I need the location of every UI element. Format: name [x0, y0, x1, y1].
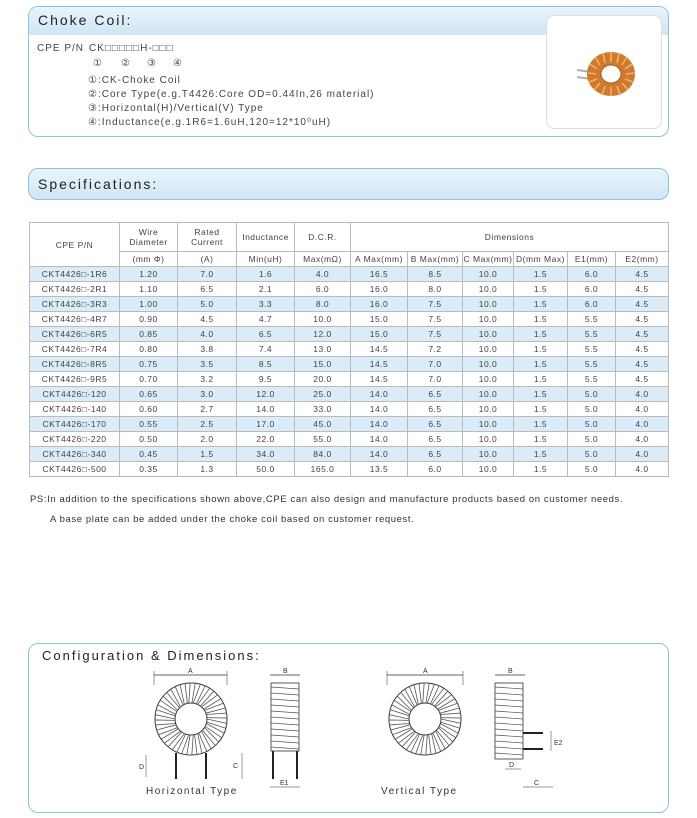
table-cell: 14.0: [351, 447, 408, 462]
table-cell: 7.4: [237, 342, 295, 357]
table-cell: 12.0: [295, 327, 351, 342]
table-cell: 6.0: [568, 282, 616, 297]
table-cell: 4.5: [616, 312, 669, 327]
col-wire-diameter: Wire Diameter: [120, 223, 178, 252]
vertical-type-drawing: [375, 665, 575, 795]
unit-cell: C Max(mm): [463, 252, 514, 267]
table-cell: 0.35: [120, 462, 178, 477]
table-cell: 0.60: [120, 402, 178, 417]
table-cell: 16.0: [351, 297, 408, 312]
table-cell: 20.0: [295, 372, 351, 387]
table-row: [30, 387, 669, 402]
table-cell: 5.5: [568, 357, 616, 372]
table-row: [30, 447, 669, 462]
table-cell: 14.0: [351, 402, 408, 417]
table-row: [30, 417, 669, 432]
table-cell: 4.0: [295, 267, 351, 282]
table-cell: 10.0: [463, 372, 514, 387]
table-row: [30, 267, 669, 282]
table-row: [30, 372, 669, 387]
table-cell: 2.0: [178, 432, 237, 447]
table-cell: 10.0: [463, 282, 514, 297]
note-line-2: ②:Core Type(e.g.T4426:Core OD=0.44In,26 material): [88, 89, 375, 100]
table-row: [30, 402, 669, 417]
table-cell: 7.0: [178, 267, 237, 282]
table-cell: 1.5: [514, 402, 568, 417]
table-cell: 7.0: [408, 357, 463, 372]
col-cpe-pn: CPE P/N: [30, 223, 120, 267]
table-cell: 55.0: [295, 432, 351, 447]
table-cell: 14.0: [237, 402, 295, 417]
specifications-title: Specifications:: [38, 176, 159, 192]
table-cell: 1.5: [514, 282, 568, 297]
table-cell: 5.0: [568, 417, 616, 432]
table-cell: 13.5: [351, 462, 408, 477]
table-cell: 9.5: [237, 372, 295, 387]
table-cell: 5.0: [178, 297, 237, 312]
table-cell: 25.0: [295, 387, 351, 402]
units-row: [30, 252, 669, 267]
table-cell: 4.0: [616, 417, 669, 432]
part-number-cell: CKT4426□-8R5: [30, 357, 120, 372]
table-cell: 0.55: [120, 417, 178, 432]
part-number-cell: CKT4426□-170: [30, 417, 120, 432]
ps-note-line-1: PS:In addition to the specifications shown above,CPE can also design and manufacture products based on customer needs.: [30, 494, 624, 505]
col-rated-current: Rated Current: [178, 223, 237, 252]
unit-cell: Max(mΩ): [295, 252, 351, 267]
table-cell: 0.50: [120, 432, 178, 447]
table-cell: 1.5: [178, 447, 237, 462]
table-cell: 1.5: [514, 387, 568, 402]
table-row: [30, 312, 669, 327]
table-cell: 7.5: [408, 312, 463, 327]
table-row: [30, 342, 669, 357]
horizontal-type-caption: Horizontal Type: [146, 786, 238, 797]
table-cell: 4.0: [616, 402, 669, 417]
part-number-cell: CKT4426□-6R5: [30, 327, 120, 342]
table-cell: 3.3: [237, 297, 295, 312]
table-cell: 6.0: [568, 267, 616, 282]
table-cell: 14.0: [351, 432, 408, 447]
table-cell: 5.0: [568, 462, 616, 477]
table-cell: 5.5: [568, 372, 616, 387]
choke-coil-title: Choke Coil:: [38, 12, 133, 28]
note-line-1: ①:CK-Choke Coil: [88, 75, 181, 86]
table-cell: 4.5: [616, 357, 669, 372]
spec-table: [29, 222, 669, 477]
table-cell: 3.0: [178, 387, 237, 402]
table-cell: 7.2: [408, 342, 463, 357]
table-cell: 10.0: [463, 297, 514, 312]
table-cell: 10.0: [463, 267, 514, 282]
table-cell: 14.0: [351, 417, 408, 432]
table-cell: 13.0: [295, 342, 351, 357]
table-cell: 15.0: [351, 327, 408, 342]
table-cell: 4.5: [616, 297, 669, 312]
table-cell: 7.0: [408, 372, 463, 387]
col-inductance: Inductance: [237, 223, 295, 252]
table-cell: 0.90: [120, 312, 178, 327]
part-number-cell: CKT4426□-220: [30, 432, 120, 447]
note-line-4: ④:Inductance(e.g.1R6=1.6uH,120=12*10⁰uH): [88, 117, 332, 128]
table-cell: 4.5: [616, 267, 669, 282]
table-cell: 1.00: [120, 297, 178, 312]
table-cell: 4.0: [616, 387, 669, 402]
table-cell: 14.5: [351, 372, 408, 387]
table-cell: 10.0: [463, 462, 514, 477]
spec-table-body: [30, 267, 669, 477]
unit-cell: Min(uH): [237, 252, 295, 267]
table-cell: 17.0: [237, 417, 295, 432]
table-cell: 1.5: [514, 447, 568, 462]
table-cell: 10.0: [463, 387, 514, 402]
table-cell: 8.0: [295, 297, 351, 312]
part-number-cell: CKT4426□-7R4: [30, 342, 120, 357]
part-number-cell: CKT4426□-4R7: [30, 312, 120, 327]
table-cell: 10.0: [463, 357, 514, 372]
table-cell: 2.5: [178, 417, 237, 432]
table-cell: 50.0: [237, 462, 295, 477]
table-cell: 8.5: [408, 267, 463, 282]
part-number-cell: CKT4426□-140: [30, 402, 120, 417]
table-cell: 5.5: [568, 342, 616, 357]
table-cell: 5.0: [568, 447, 616, 462]
label-a-vertical: A: [423, 668, 428, 675]
table-cell: 6.0: [295, 282, 351, 297]
table-cell: 4.0: [616, 447, 669, 462]
table-cell: 22.0: [237, 432, 295, 447]
label-e1: E1: [280, 780, 289, 787]
table-cell: 15.0: [351, 312, 408, 327]
table-cell: 3.2: [178, 372, 237, 387]
table-cell: 4.0: [616, 432, 669, 447]
table-cell: 16.0: [351, 282, 408, 297]
label-c-horizontal: C: [233, 763, 239, 770]
table-cell: 1.5: [514, 327, 568, 342]
pn-circle-4: ④: [173, 58, 182, 69]
table-cell: 16.5: [351, 267, 408, 282]
col-dcr: D.C.R.: [295, 223, 351, 252]
table-cell: 0.65: [120, 387, 178, 402]
label-d-horizontal: D: [139, 764, 145, 771]
table-cell: 33.0: [295, 402, 351, 417]
table-cell: 10.0: [463, 402, 514, 417]
table-cell: 45.0: [295, 417, 351, 432]
label-a-horizontal: A: [188, 668, 193, 675]
table-row: [30, 462, 669, 477]
unit-cell: D(mm Max): [514, 252, 568, 267]
table-cell: 1.5: [514, 357, 568, 372]
unit-cell: E1(mm): [568, 252, 616, 267]
table-cell: 0.75: [120, 357, 178, 372]
configuration-title: Configuration & Dimensions:: [42, 648, 261, 663]
table-cell: 1.5: [514, 267, 568, 282]
table-cell: 1.10: [120, 282, 178, 297]
part-number-cell: CKT4426□-120: [30, 387, 120, 402]
table-cell: 7.5: [408, 327, 463, 342]
part-number-cell: CKT4426□-1R6: [30, 267, 120, 282]
table-cell: 5.0: [568, 402, 616, 417]
table-cell: 4.0: [616, 462, 669, 477]
label-b-horizontal: B: [283, 668, 288, 675]
pn-format: CK□□□□□H-□□□: [89, 43, 174, 54]
unit-cell: E2(mm): [616, 252, 669, 267]
table-row: [30, 282, 669, 297]
col-dimensions: Dimensions: [351, 223, 669, 252]
table-cell: 5.5: [568, 327, 616, 342]
table-cell: 6.5: [178, 282, 237, 297]
table-cell: 10.0: [463, 432, 514, 447]
table-cell: 1.5: [514, 372, 568, 387]
table-cell: 7.5: [408, 297, 463, 312]
table-cell: 34.0: [237, 447, 295, 462]
table-cell: 4.7: [237, 312, 295, 327]
pn-label: CPE P/N: [37, 43, 85, 54]
table-cell: 2.1: [237, 282, 295, 297]
pn-circle-1: ①: [93, 58, 102, 69]
table-cell: 6.0: [408, 462, 463, 477]
table-cell: 6.5: [408, 432, 463, 447]
note-line-3: ③:Horizontal(H)/Vertical(V) Type: [88, 103, 264, 114]
pn-circle-3: ③: [147, 58, 156, 69]
table-row: [30, 327, 669, 342]
table-cell: 8.5: [237, 357, 295, 372]
table-row: [30, 357, 669, 372]
table-cell: 4.5: [616, 342, 669, 357]
part-number-cell: CKT4426□-500: [30, 462, 120, 477]
table-cell: 10.0: [463, 342, 514, 357]
table-cell: 5.0: [568, 387, 616, 402]
table-cell: 14.5: [351, 342, 408, 357]
table-cell: 0.85: [120, 327, 178, 342]
table-cell: 1.5: [514, 432, 568, 447]
table-cell: 3.5: [178, 357, 237, 372]
table-cell: 6.5: [408, 447, 463, 462]
label-d-vertical: D: [509, 762, 515, 769]
table-cell: 1.6: [237, 267, 295, 282]
table-cell: 10.0: [463, 417, 514, 432]
part-number-cell: CKT4426□-2R1: [30, 282, 120, 297]
table-cell: 4.5: [616, 282, 669, 297]
table-row: [30, 432, 669, 447]
table-cell: 0.70: [120, 372, 178, 387]
table-cell: 8.0: [408, 282, 463, 297]
table-cell: 6.5: [408, 417, 463, 432]
part-number-cell: CKT4426□-340: [30, 447, 120, 462]
table-cell: 5.0: [568, 432, 616, 447]
label-e2: E2: [554, 740, 563, 747]
table-cell: 6.5: [408, 402, 463, 417]
horizontal-type-drawing: [130, 665, 330, 790]
table-cell: 0.45: [120, 447, 178, 462]
part-number-cell: CKT4426□-9R5: [30, 372, 120, 387]
table-cell: 10.0: [463, 447, 514, 462]
table-cell: 14.0: [351, 387, 408, 402]
table-cell: 12.0: [237, 387, 295, 402]
table-cell: 165.0: [295, 462, 351, 477]
table-cell: 1.5: [514, 417, 568, 432]
table-cell: 1.5: [514, 342, 568, 357]
pn-circle-2: ②: [121, 58, 130, 69]
table-cell: 10.0: [463, 327, 514, 342]
part-number-cell: CKT4426□-3R3: [30, 297, 120, 312]
table-cell: 4.5: [616, 327, 669, 342]
table-cell: 6.5: [237, 327, 295, 342]
table-cell: 3.8: [178, 342, 237, 357]
table-cell: 84.0: [295, 447, 351, 462]
label-c-vertical: C: [534, 780, 540, 787]
table-cell: 1.20: [120, 267, 178, 282]
table-cell: 2.7: [178, 402, 237, 417]
table-cell: 1.5: [514, 462, 568, 477]
unit-cell: (mm Φ): [120, 252, 178, 267]
table-cell: 6.5: [408, 387, 463, 402]
table-cell: 1.5: [514, 312, 568, 327]
table-cell: 1.3: [178, 462, 237, 477]
ps-note-line-2: A base plate can be added under the choke coil based on customer request.: [50, 514, 415, 525]
table-cell: 4.0: [178, 327, 237, 342]
product-photo-frame: [546, 15, 662, 129]
table-cell: 10.0: [463, 312, 514, 327]
table-cell: 15.0: [295, 357, 351, 372]
table-cell: 4.5: [178, 312, 237, 327]
table-cell: 0.80: [120, 342, 178, 357]
label-b-vertical: B: [508, 668, 513, 675]
table-cell: 4.5: [616, 372, 669, 387]
table-cell: 1.5: [514, 297, 568, 312]
unit-cell: (A): [178, 252, 237, 267]
unit-cell: B Max(mm): [408, 252, 463, 267]
table-cell: 14.5: [351, 357, 408, 372]
unit-cell: A Max(mm): [351, 252, 408, 267]
table-cell: 10.0: [295, 312, 351, 327]
vertical-type-caption: Vertical Type: [381, 786, 458, 797]
table-cell: 6.0: [568, 297, 616, 312]
toroid-photo: [547, 16, 663, 130]
table-row: [30, 297, 669, 312]
table-cell: 5.5: [568, 312, 616, 327]
